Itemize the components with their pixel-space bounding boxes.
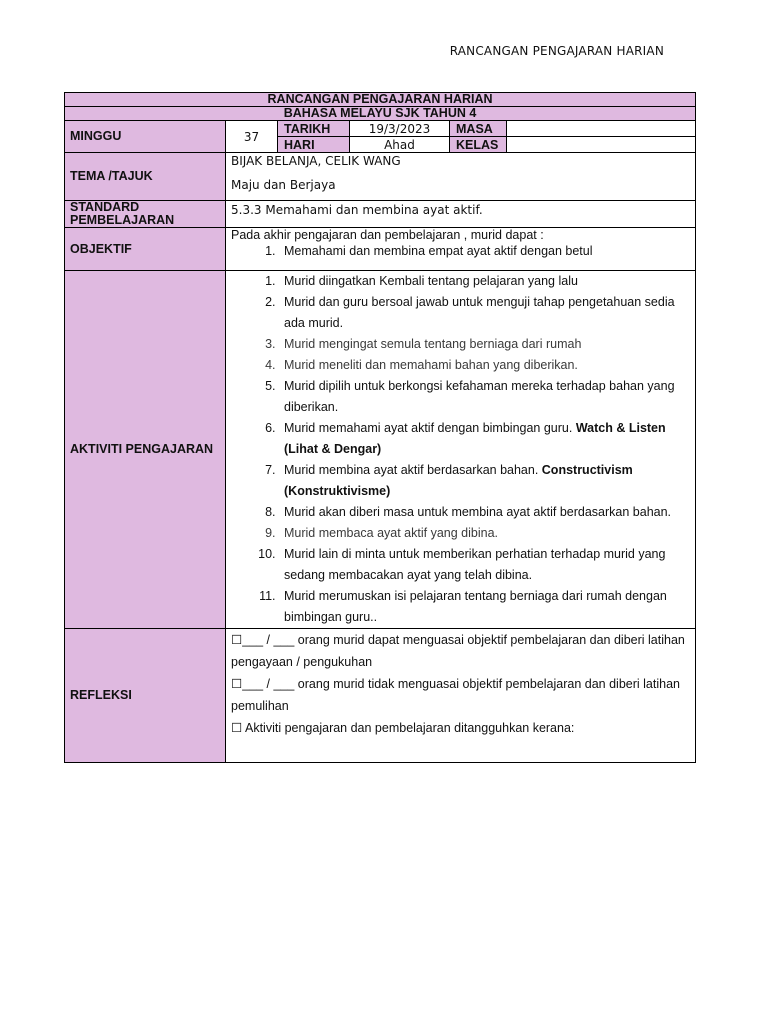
- aktiviti-item-text: Murid akan diberi masa untuk membina ayat aktif berdasarkan bahan.: [284, 505, 672, 519]
- title-row-2: [65, 107, 696, 121]
- aktiviti-item-text: Murid diingatkan Kembali tentang pelajaran yang lalu: [284, 274, 578, 288]
- standard-row: [65, 201, 696, 228]
- aktiviti-item: [279, 502, 690, 523]
- aktiviti-item-method: Constructivism (Konstruktivisme): [284, 463, 633, 498]
- aktiviti-item-text: Murid membina ayat aktif berdasarkan bahan.: [284, 463, 542, 477]
- kelas-value: [507, 137, 696, 153]
- aktiviti-item: [279, 292, 690, 334]
- refleksi-line: ☐ Aktiviti pengajaran dan pembelajaran ditangguhkan kerana:: [231, 721, 575, 735]
- aktiviti-label: AKTIVITI PENGAJARAN: [65, 271, 226, 629]
- aktiviti-item: [279, 523, 690, 544]
- hari-label: HARI: [278, 137, 350, 153]
- objektif-intro: Pada akhir pengajaran dan pembelajaran , murid dapat :: [231, 228, 544, 242]
- aktiviti-item-text: Murid lain di minta untuk memberikan perhatian terhadap murid yang sedang membacakan ayat yang telah dibina.: [284, 547, 666, 582]
- tema-line-2: Maju dan Berjaya: [231, 178, 336, 192]
- lesson-plan-table: [64, 92, 696, 763]
- aktiviti-item: [279, 355, 690, 376]
- page-header: RANCANGAN PENGAJARAN HARIAN: [449, 44, 664, 58]
- aktiviti-cell: [226, 271, 696, 629]
- minggu-label: MINGGU: [65, 121, 226, 153]
- table-title: RANCANGAN PENGAJARAN HARIAN: [65, 93, 696, 107]
- kelas-label: KELAS: [450, 137, 507, 153]
- refleksi-cell: [226, 629, 696, 763]
- table-subtitle: BAHASA MELAYU SJK TAHUN 4: [65, 107, 696, 121]
- refleksi-line: ☐___ / ___ orang murid tidak menguasai objektif pembelajaran dan diberi latihan pemulihan: [231, 677, 680, 713]
- aktiviti-item: [279, 334, 690, 355]
- tema-row: [65, 153, 696, 201]
- minggu-value: 37: [226, 121, 278, 153]
- aktiviti-item: [279, 586, 690, 628]
- title-row-1: [65, 93, 696, 107]
- tarikh-label: TARIKH: [278, 121, 350, 137]
- tema-line-1: BIJAK BELANJA, CELIK WANG: [231, 154, 401, 168]
- aktiviti-item: [279, 376, 690, 418]
- refleksi-label: REFLEKSI: [65, 629, 226, 763]
- aktiviti-item-text: Murid mengingat semula tentang berniaga dari rumah: [284, 337, 582, 351]
- tema-label: TEMA /TAJUK: [65, 153, 226, 201]
- masa-value: [507, 121, 696, 137]
- objektif-label: OBJEKTIF: [65, 228, 226, 271]
- standard-label: STANDARD PEMBELAJARAN: [65, 201, 226, 228]
- objektif-item: 1. Memahami dan membina empat ayat aktif dengan betul: [279, 242, 690, 260]
- refleksi-row: [65, 629, 696, 763]
- aktiviti-item-method: Watch & Listen (Lihat & Dengar): [284, 421, 666, 456]
- objektif-list: [231, 242, 690, 260]
- hari-value: Ahad: [350, 137, 450, 153]
- standard-value: 5.3.3 Memahami dan membina ayat aktif.: [226, 201, 696, 228]
- aktiviti-item-text: Murid meneliti dan memahami bahan yang diberikan.: [284, 358, 578, 372]
- masa-label: MASA: [450, 121, 507, 137]
- aktiviti-item-text: Murid memahami ayat aktif dengan bimbingan guru.: [284, 421, 576, 435]
- refleksi-line: ☐___ / ___ orang murid dapat menguasai objektif pembelajaran dan diberi latihan pengayaan / pengukuhan: [231, 633, 685, 669]
- aktiviti-item: [279, 460, 690, 502]
- aktiviti-item-text: Murid membaca ayat aktif yang dibina.: [284, 526, 498, 540]
- aktiviti-item: [279, 544, 690, 586]
- aktiviti-item-text: Murid merumuskan isi pelajaran tentang berniaga dari rumah dengan bimbingan guru..: [284, 589, 667, 624]
- aktiviti-list: [231, 271, 690, 628]
- aktiviti-item-text: Murid dipilih untuk berkongsi kefahaman mereka terhadap bahan yang diberikan.: [284, 379, 675, 414]
- aktiviti-item-text: Murid dan guru bersoal jawab untuk menguji tahap pengetahuan sedia ada murid.: [284, 295, 675, 330]
- aktiviti-item: [279, 418, 690, 460]
- tarikh-value: 19/3/2023: [350, 121, 450, 137]
- minggu-row-1: [65, 121, 696, 137]
- objektif-row: [65, 228, 696, 271]
- aktiviti-row: [65, 271, 696, 629]
- objektif-cell: [226, 228, 696, 271]
- aktiviti-item: [279, 271, 690, 292]
- tema-cell: [226, 153, 696, 201]
